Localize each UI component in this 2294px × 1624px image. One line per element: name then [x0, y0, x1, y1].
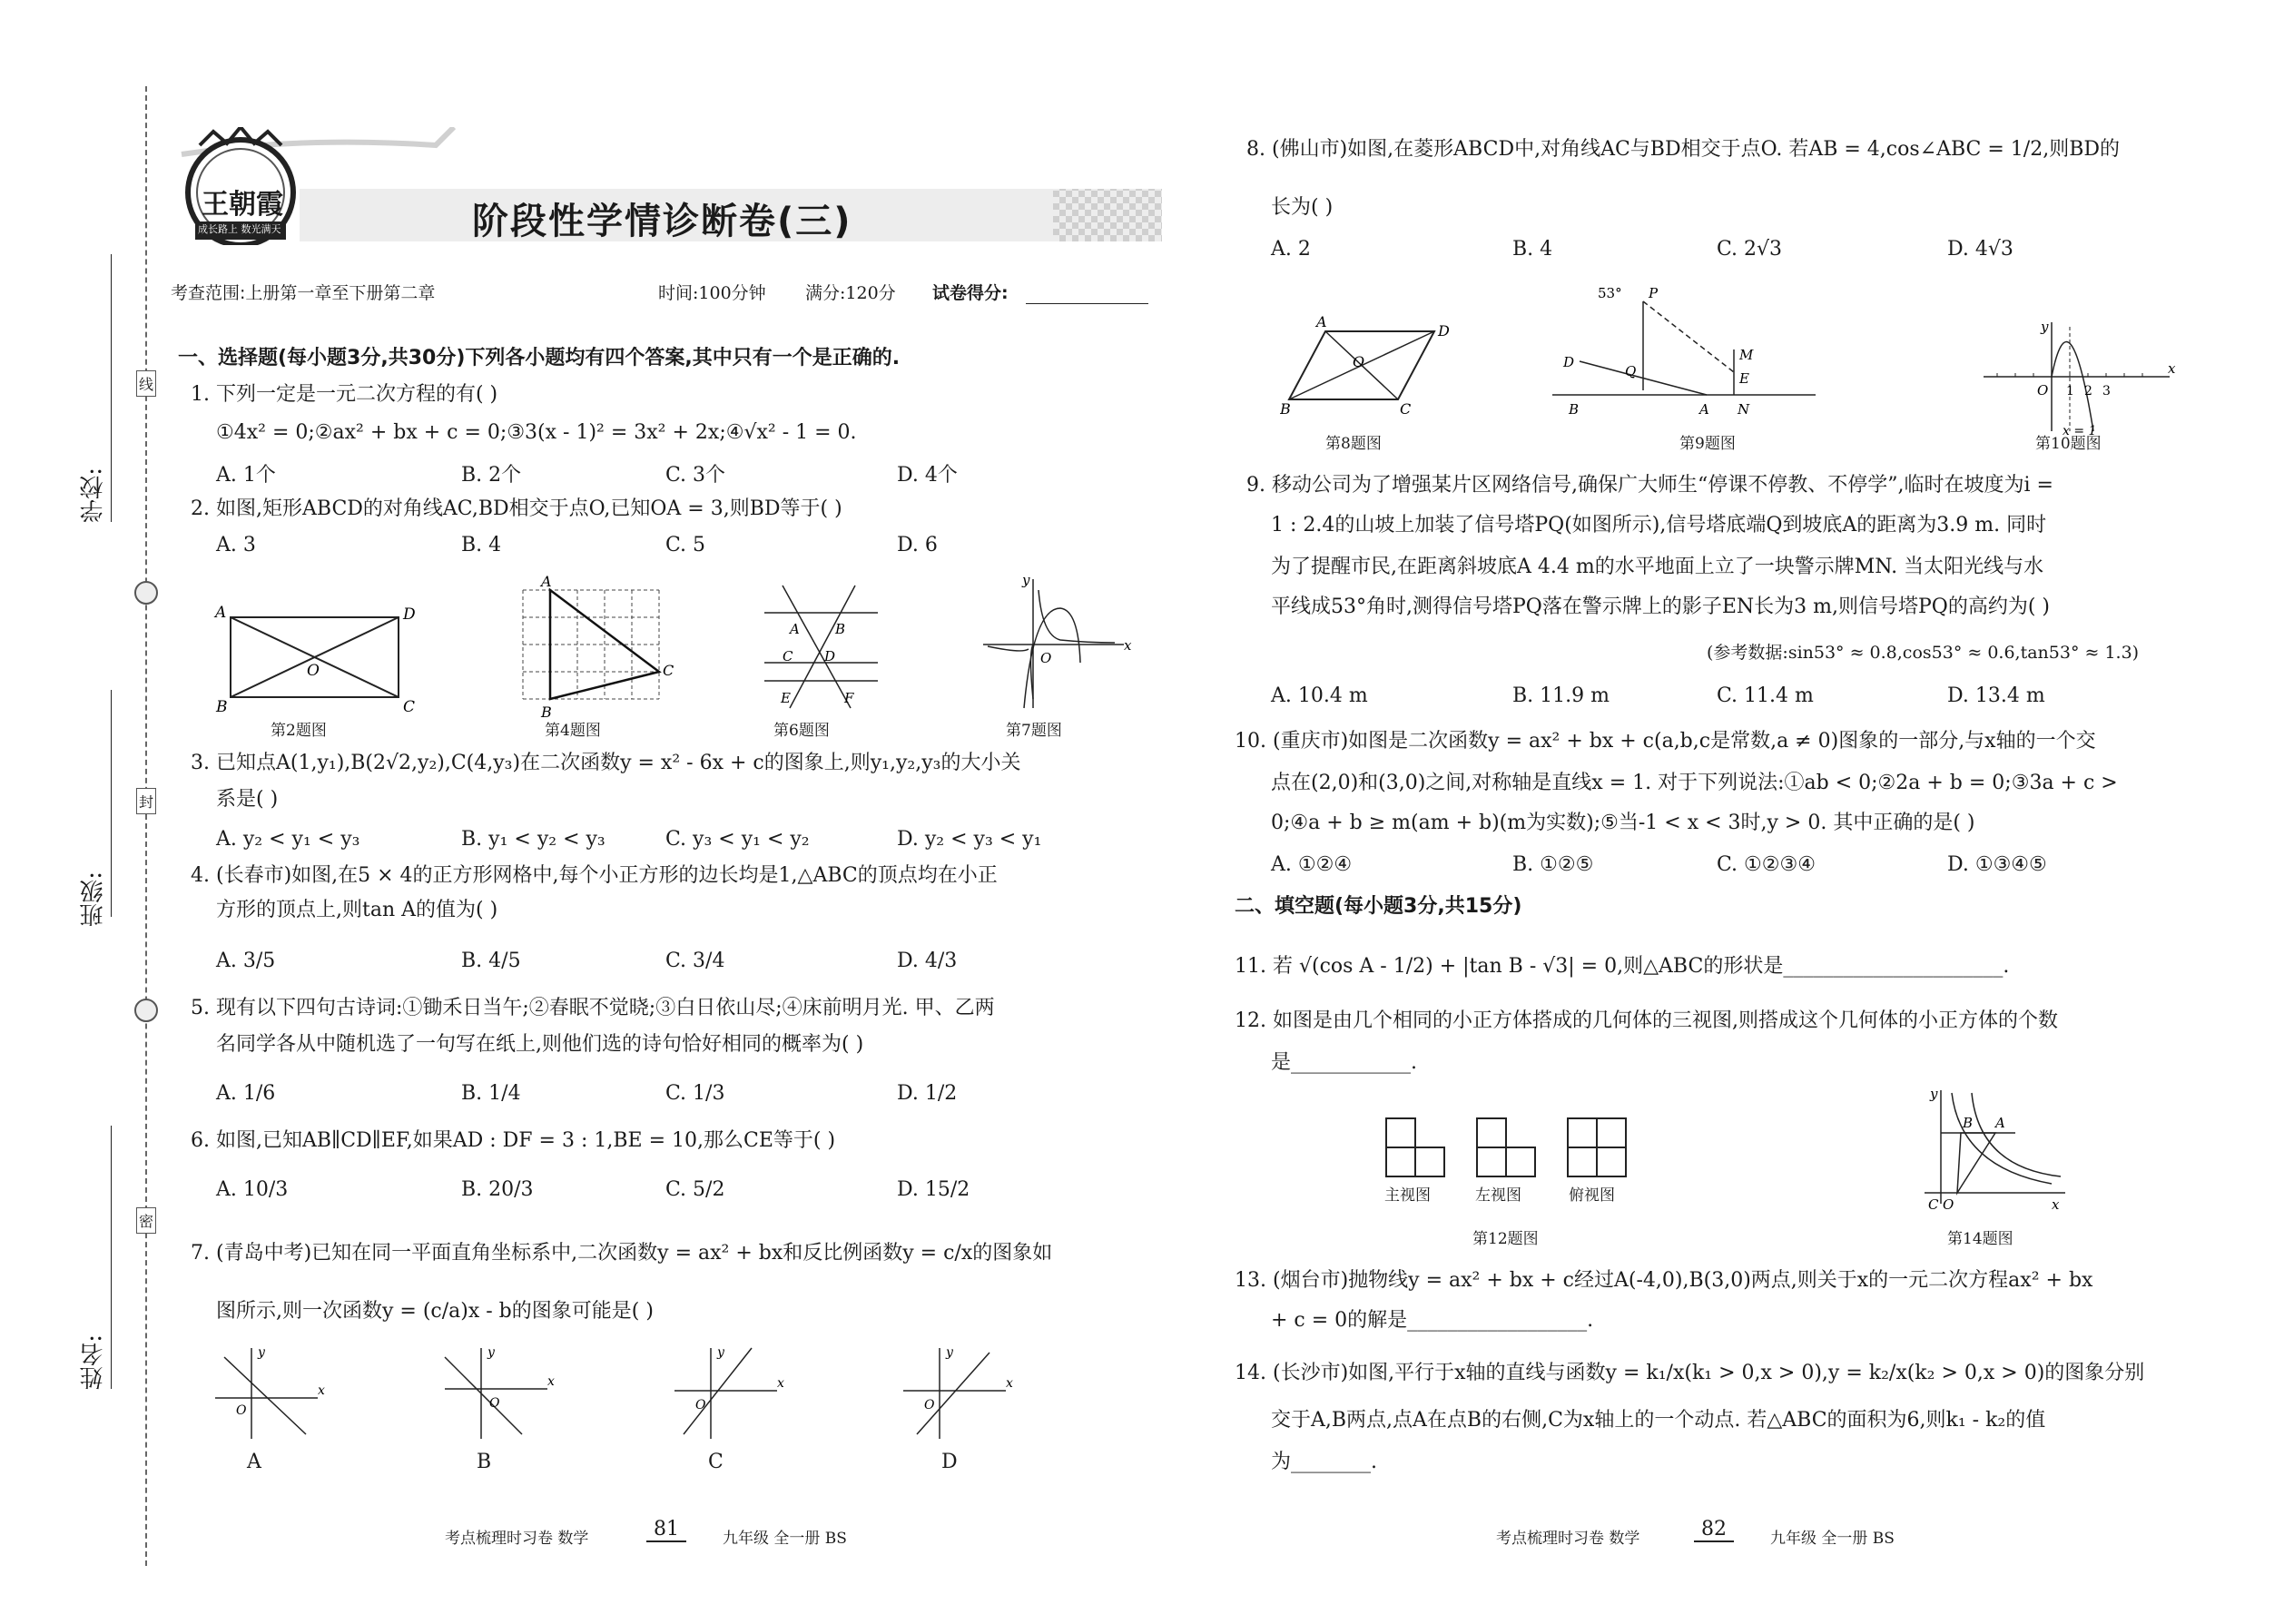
- fig8-label-d: D: [1438, 322, 1450, 340]
- fig2-label-o: O: [307, 662, 320, 680]
- figure-label: x: [547, 1374, 555, 1389]
- q1-items: ①4x² = 0;②ax² + bx + c = 0;③3(x - 1)² = 3x² + 2x;④√x² - 1 = 0.: [216, 421, 857, 444]
- fig9-label-p: P: [1649, 285, 1659, 301]
- footer-right-page-number: 82: [1694, 1518, 1734, 1542]
- caption-fig8: 第8题图: [1325, 435, 1382, 453]
- margin-ornament-icon: [134, 581, 158, 605]
- caption-fig6: 第6题图: [773, 722, 830, 740]
- q13-line1: 13. (烟台市)抛物线y = ax² + bx + c经过A(-4,0),B(3,0)两点,则关于x的一元二次方程ax² + bx: [1235, 1269, 2093, 1292]
- q6-option-a[interactable]: A. 10/3: [216, 1178, 289, 1201]
- q12-line2: 是____________.: [1271, 1051, 1417, 1074]
- figure-q7-function-graph: [979, 572, 1133, 717]
- q7-option-c[interactable]: C: [708, 1451, 724, 1473]
- name-write-line: [111, 1126, 112, 1389]
- fig9-label-q: Q: [1625, 363, 1637, 379]
- q2-option-b[interactable]: B. 4: [461, 534, 502, 556]
- footer-right-series: 考点梳理时习卷 数学: [1496, 1530, 1640, 1548]
- page-title: 阶段性学情诊断卷(三): [472, 201, 852, 242]
- footer-left-page-number: 81: [646, 1518, 686, 1542]
- figure-label: O: [236, 1403, 247, 1418]
- margin-seal-mark: 封: [136, 788, 156, 814]
- q9-reference-data: (参考数据:sin53° ≈ 0.8,cos53° ≈ 0.6,tan53° ≈ 1.3): [1707, 643, 2140, 663]
- q1-stem: 1. 下列一定是一元二次方程的有( ): [191, 383, 498, 406]
- fig9-label-a: A: [1699, 401, 1709, 418]
- figure-label: x: [318, 1383, 325, 1398]
- q2-option-c[interactable]: C. 5: [665, 534, 706, 556]
- view-front-label: 主视图: [1384, 1186, 1431, 1205]
- q7-option-a[interactable]: A: [247, 1451, 261, 1473]
- caption-fig7: 第7题图: [1006, 722, 1062, 740]
- fig6-label-e: E: [781, 690, 791, 706]
- q9-line4: 平线成53°角时,测得信号塔PQ落在警示牌上的影子EN长为3 m,则信号塔PQ的高约为( ): [1271, 595, 2050, 618]
- fig14-label-y: y: [1930, 1086, 1938, 1102]
- margin-line-mark: 线: [136, 370, 156, 397]
- q10-option-c[interactable]: C. ①②③④: [1717, 853, 1816, 876]
- fig6-label-c: C: [783, 648, 793, 664]
- q14-line1: 14. (长沙市)如图,平行于x轴的直线与函数y = k₁/x(k₁ > 0,x > 0),y = k₂/x(k₂ > 0,x > 0)的图象分别: [1235, 1362, 2145, 1384]
- figure-label: x: [1006, 1376, 1013, 1391]
- q14-line2: 交于A,B两点,点A在点B的右侧,C为x轴上的一个动点. 若△ABC的面积为6,则k₁ - k₂的值: [1271, 1409, 2046, 1432]
- q5-option-c[interactable]: C. 1/3: [665, 1082, 725, 1105]
- fig10-label-axis: x = 1: [2063, 424, 2097, 438]
- fig14-label-x: x: [2052, 1196, 2060, 1213]
- q7-option-d-graph[interactable]: [899, 1343, 1017, 1443]
- q5-option-a[interactable]: A. 1/6: [216, 1082, 276, 1105]
- q2-stem: 2. 如图,矩形ABCD的对角线AC,BD相交于点O,已知OA = 3,则BD等于( ): [191, 497, 842, 520]
- figure-label: x: [777, 1376, 784, 1391]
- q5-stem-cont: 名同学各从中随机选了一句写在纸上,则他们选的诗句恰好相同的概率为( ): [216, 1033, 864, 1056]
- fig6-label-d: D: [824, 648, 836, 664]
- fig2-label-d: D: [403, 605, 416, 624]
- exam-scope: 考查范围:上册第一章至下册第二章: [171, 283, 436, 303]
- q7-option-a-graph[interactable]: [211, 1343, 329, 1443]
- caption-fig10: 第10题图: [2035, 435, 2102, 453]
- view-left-label: 左视图: [1475, 1186, 1521, 1205]
- q3-option-d[interactable]: D. y₂ < y₃ < y₁: [897, 828, 1042, 851]
- footer-right-grade: 九年级 全一册 BS: [1770, 1530, 1895, 1548]
- caption-fig12: 第12题图: [1472, 1230, 1539, 1248]
- q8-stem-cont: 长为( ): [1271, 196, 1334, 219]
- q1-option-b[interactable]: B. 2个: [461, 464, 522, 487]
- q5-stem: 5. 现有以下四句古诗词:①锄禾日当午;②春眠不觉晓;③白日依山尽;④床前明月光. 甲、乙两: [191, 997, 995, 1019]
- fig7-label-x: x: [1124, 637, 1132, 654]
- q7-stem: 7. (青岛中考)已知在同一平面直角坐标系中,二次函数y = ax² + bx和反比例函数y = c/x的图象如: [191, 1242, 1053, 1265]
- fig9-label-n: N: [1738, 401, 1750, 418]
- exam-full-score: 满分:120分: [805, 283, 896, 303]
- exam-time: 时间:100分钟: [658, 283, 766, 303]
- caption-fig9: 第9题图: [1679, 435, 1736, 453]
- fig9-label-angle: 53°: [1598, 285, 1622, 301]
- fig10-label-3: 3: [2102, 384, 2111, 399]
- fig8-label-b: B: [1280, 400, 1291, 418]
- figure-label: y: [717, 1345, 724, 1360]
- fig2-label-a: A: [215, 604, 227, 622]
- q4-option-a[interactable]: A. 3/5: [216, 950, 276, 972]
- logo-ribbon: 成长路上 数光满天: [198, 223, 281, 235]
- fig10-label-1: 1: [2066, 384, 2074, 399]
- section-fill-heading: 二、填空题(每小题3分,共15分): [1235, 895, 1522, 918]
- figure-q14-hyperbolas: [1906, 1086, 2070, 1213]
- binding-dashed-line: [145, 86, 147, 1566]
- q9-line3: 为了提醒市民,在距离斜坡底A 4.4 m的水平地面上立了一块警示牌MN. 当太阳光线与水: [1271, 556, 2044, 578]
- fig14-label-b: B: [1963, 1115, 1974, 1131]
- q7-option-b[interactable]: B: [477, 1451, 492, 1473]
- fig7-label-y: y: [1022, 572, 1030, 588]
- q4-option-b[interactable]: B. 4/5: [461, 950, 521, 972]
- fig4-label-b: B: [541, 704, 552, 721]
- school-write-line: [111, 254, 112, 522]
- fig8-label-o: O: [1353, 353, 1365, 370]
- q4-option-d[interactable]: D. 4/3: [897, 950, 958, 972]
- figure-label: y: [946, 1345, 953, 1360]
- section-choice-heading: 一、选择题(每小题3分,共30分)下列各小题均有四个答案,其中只有一个是正确的.: [178, 347, 901, 369]
- q6-option-d[interactable]: D. 15/2: [897, 1178, 970, 1201]
- q7-option-c-graph[interactable]: [670, 1343, 788, 1443]
- q9-option-a[interactable]: A. 10.4 m: [1271, 684, 1368, 707]
- q3-stem: 3. 已知点A(1,y₁),B(2√2,y₂),C(4,y₃)在二次函数y = x² - 6x + c的图象上,则y₁,y₂,y₃的大小关: [191, 752, 1021, 774]
- q10-line1: 10. (重庆市)如图是二次函数y = ax² + bx + c(a,b,c是常数,a ≠ 0)图象的一部分,与x轴的一个交: [1235, 730, 2096, 753]
- q1-option-d[interactable]: D. 4个: [897, 464, 958, 487]
- margin-secret-mark: 密: [136, 1207, 156, 1234]
- q4-stem-cont: 方形的顶点上,则tan A的值为( ): [216, 899, 498, 921]
- q10-option-d[interactable]: D. ①③④⑤: [1947, 853, 2047, 876]
- school-label: 学校:: [80, 468, 107, 523]
- q6-option-c[interactable]: C. 5/2: [665, 1178, 725, 1201]
- figure-label: O: [489, 1396, 500, 1411]
- q9-line2: 1 : 2.4的山坡上加装了信号塔PQ(如图所示),信号塔底端Q到坡底A的距离为3.9 m. 同时: [1271, 514, 2047, 536]
- fig2-label-b: B: [216, 698, 228, 716]
- fig6-label-b: B: [835, 621, 846, 637]
- q10-line3: 0;④a + b ≥ m(am + b)(m为实数);⑤当-1 < x < 3时,y > 0. 其中正确的是( ): [1271, 812, 1975, 834]
- q2-option-d[interactable]: D. 6: [897, 534, 938, 556]
- fig6-label-a: A: [790, 621, 800, 637]
- name-label: 姓名:: [80, 1334, 107, 1390]
- q7-option-b-graph[interactable]: [440, 1343, 558, 1443]
- q4-stem: 4. (长春市)如图,在5 × 4的正方形网格中,每个小正方形的边长均是1,△ABC的顶点均在小正: [191, 864, 998, 887]
- fig6-label-f: F: [844, 690, 854, 706]
- figure-q12-three-views: [1384, 1117, 1639, 1180]
- caption-fig4: 第4题图: [545, 722, 601, 740]
- q10-line2: 点在(2,0)和(3,0)之间,对称轴是直线x = 1. 对于下列说法:①ab < 0;②2a + b = 0;③3a + c >: [1271, 772, 2118, 794]
- footer-left-series: 考点梳理时习卷 数学: [445, 1530, 589, 1548]
- fig10-label-y: y: [2041, 322, 2049, 335]
- fig9-label-b: B: [1569, 401, 1580, 418]
- class-write-line: [111, 690, 112, 917]
- q5-option-d[interactable]: D. 1/2: [897, 1082, 958, 1105]
- figure-q9-tower: [1543, 281, 1816, 427]
- q4-option-c[interactable]: C. 3/4: [665, 950, 725, 972]
- q2-option-a[interactable]: A. 3: [216, 534, 256, 556]
- fig14-label-a: A: [1995, 1115, 2005, 1131]
- figure-q10-parabola: [1979, 322, 2179, 440]
- fig7-label-o: O: [1040, 650, 1052, 666]
- q1-option-c[interactable]: C. 3个: [665, 464, 726, 487]
- q5-option-b[interactable]: B. 1/4: [461, 1082, 521, 1105]
- q10-option-a[interactable]: A. ①②④: [1271, 853, 1353, 876]
- q6-option-b[interactable]: B. 20/3: [461, 1178, 534, 1201]
- caption-fig14: 第14题图: [1947, 1230, 2013, 1248]
- q8-option-c[interactable]: C. 2√3: [1717, 238, 1783, 261]
- q1-option-a[interactable]: A. 1个: [216, 464, 276, 487]
- fig8-label-c: C: [1400, 400, 1412, 418]
- q9-option-d[interactable]: D. 13.4 m: [1947, 684, 2045, 707]
- fig9-label-d: D: [1563, 354, 1575, 370]
- figure-q8-rhombus: [1280, 309, 1462, 418]
- q13-line2: + c = 0的解是__________________.: [1271, 1309, 1594, 1332]
- logo-text: 王朝霞: [202, 189, 283, 221]
- fig10-label-2: 2: [2084, 384, 2092, 399]
- q8-option-b[interactable]: B. 4: [1512, 238, 1553, 261]
- footer-left-grade: 九年级 全一册 BS: [723, 1530, 847, 1548]
- q7-option-d[interactable]: D: [941, 1451, 958, 1473]
- fig14-label-c: C: [1928, 1196, 1939, 1213]
- figure-q6-parallel-lines: [764, 581, 882, 717]
- q10-option-b[interactable]: B. ①②⑤: [1512, 853, 1594, 876]
- fig4-label-c: C: [663, 662, 674, 679]
- q14-line3: 为________.: [1271, 1451, 1377, 1473]
- fig10-label-x: x: [2168, 360, 2176, 377]
- q12-line1: 12. 如图是由几个相同的小正方体搭成的几何体的三视图,则搭成这个几何体的小正方体的个数: [1235, 1009, 2058, 1032]
- q3-option-b[interactable]: B. y₁ < y₂ < y₃: [461, 828, 605, 851]
- q8-stem: 8. (佛山市)如图,在菱形ABCD中,对角线AC与BD相交于点O. 若AB = 4,cos∠ABC = 1/2,则BD的: [1246, 138, 2121, 161]
- q3-stem-cont: 系是( ): [216, 788, 279, 811]
- q8-option-d[interactable]: D. 4√3: [1947, 238, 2013, 261]
- figure-label: O: [695, 1398, 706, 1412]
- q3-option-c[interactable]: C. y₃ < y₁ < y₂: [665, 828, 810, 851]
- fig14-label-o: O: [1943, 1196, 1954, 1213]
- figure-label: O: [924, 1398, 935, 1412]
- q9-option-c[interactable]: C. 11.4 m: [1717, 684, 1814, 707]
- q9-option-b[interactable]: B. 11.9 m: [1512, 684, 1610, 707]
- caption-fig2: 第2题图: [271, 722, 327, 740]
- q6-stem: 6. 如图,已知AB∥CD∥EF,如果AD : DF = 3 : 1,BE = 10,那么CE等于( ): [191, 1129, 836, 1152]
- figure-q2-rectangle: [211, 599, 419, 717]
- figure-label: y: [258, 1345, 265, 1360]
- fig8-label-a: A: [1316, 313, 1327, 330]
- score-blank[interactable]: [1026, 303, 1148, 304]
- fig9-label-e: E: [1739, 370, 1749, 387]
- fig10-label-o: O: [2037, 382, 2049, 399]
- figure-label: y: [487, 1345, 495, 1360]
- q7-stem-cont: 图所示,则一次函数y = (c/a)x - b的图象可能是( ): [216, 1300, 654, 1323]
- figure-q4-grid-triangle: [514, 572, 677, 726]
- q8-option-a[interactable]: A. 2: [1271, 238, 1311, 261]
- fig2-label-c: C: [403, 698, 416, 716]
- q11-stem: 11. 若 √(cos A - 1/2) + |tan B - √3| = 0,则△ABC的形状是______________________.: [1235, 955, 2010, 978]
- margin-ornament-icon: [134, 999, 158, 1022]
- class-label: 班级:: [80, 871, 107, 927]
- fig4-label-a: A: [541, 573, 552, 590]
- view-top-label: 俯视图: [1569, 1186, 1615, 1205]
- fig9-label-m: M: [1739, 347, 1754, 363]
- score-label: 试卷得分:: [932, 283, 1009, 303]
- q9-line1: 9. 移动公司为了增强某片区网络信号,确保广大师生“停课不停教、不停学”,临时在坡度为i =: [1246, 474, 2053, 497]
- q3-option-a[interactable]: A. y₂ < y₁ < y₃: [216, 828, 360, 851]
